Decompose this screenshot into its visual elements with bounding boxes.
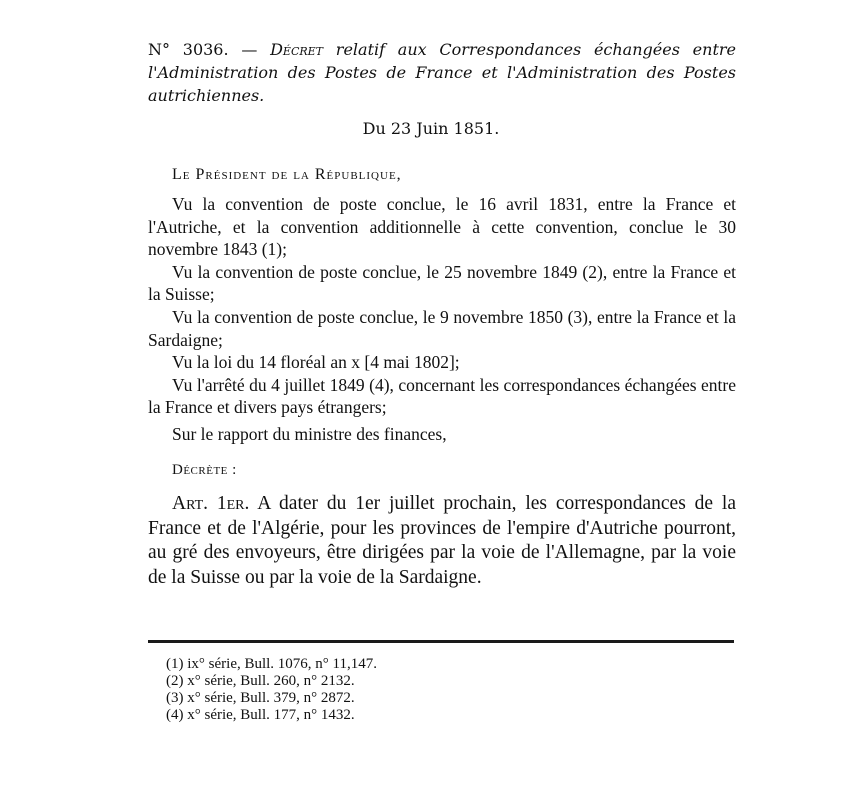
article-1 bbox=[148, 492, 736, 590]
footnote-2: (2) x° série, Bull. 260, n° 2132. bbox=[166, 673, 355, 689]
decree-heading bbox=[148, 38, 736, 107]
article-label: Art. 1er. bbox=[172, 493, 250, 514]
decree-title-word: Décret bbox=[270, 40, 324, 59]
footnote-divider bbox=[148, 640, 734, 643]
footnote-3: (3) x° série, Bull. 379, n° 2872. bbox=[166, 690, 355, 706]
footnote-1: (1) ix° série, Bull. 1076, n° 11,147. bbox=[166, 656, 378, 672]
consideration-4: Vu la loi du 14 floréal an x [4 mai 1802]; bbox=[172, 352, 460, 373]
decree-number: N° 3036. — bbox=[148, 40, 258, 59]
consideration-5: Vu l'arrêté du 4 juillet 1849 (4), concernant les correspondances échangées entre la France et divers pays étrangers; bbox=[148, 374, 736, 418]
consideration-2: Vu la convention de poste conclue, le 25 novembre 1849 (2), entre la France et la Suisse; bbox=[148, 261, 736, 305]
considerations-block bbox=[148, 193, 736, 446]
consideration-1: Vu la convention de poste conclue, le 16 avril 1831, entre la France et l'Autriche, et la convention additionnelle à cette convention, conclue le 30 novembre 1843 (1); bbox=[148, 194, 736, 260]
decree-date: Du 23 Juin 1851. bbox=[362, 119, 500, 138]
consideration-3: Vu la convention de poste conclue, le 9 novembre 1850 (3), entre la France et la Sardaigne; bbox=[148, 306, 736, 350]
footnotes bbox=[166, 656, 377, 724]
president-line: Le Président de la République, bbox=[172, 166, 402, 183]
decree-title: relatif aux Correspondances échangées entre l'Administration des Postes de France et l'Administration des Postes autrichiennes. bbox=[148, 40, 736, 105]
consideration-6: Sur le rapport du ministre des finances, bbox=[172, 423, 447, 444]
decrete-label: Décrète : bbox=[172, 462, 237, 478]
footnote-4: (4) x° série, Bull. 177, n° 1432. bbox=[166, 707, 355, 723]
article-text: A dater du 1er juillet prochain, les correspondances de la France et de l'Algérie, pour les provinces de l'empire d'Autriche pourront, au gré des envoyeurs, être dirigées par la voie de l'Allemagne, par la voie de la Suisse ou par la voie de la Sardaigne. bbox=[148, 493, 736, 588]
